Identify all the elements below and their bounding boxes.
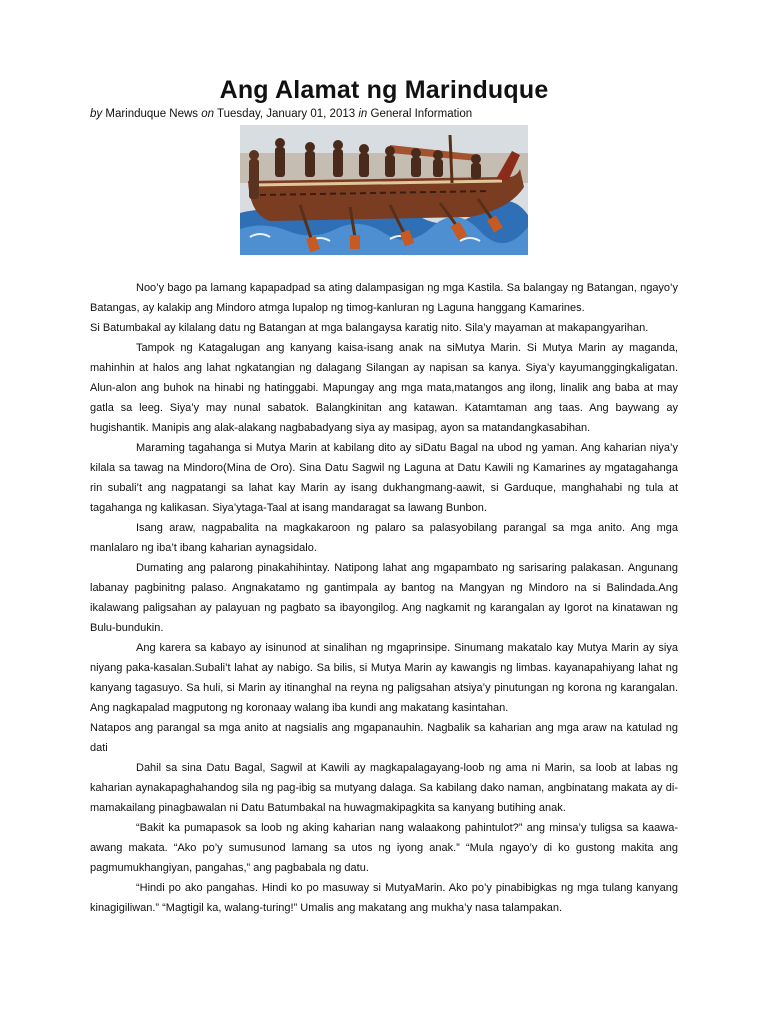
article-title: Ang Alamat ng Marinduque (219, 76, 549, 104)
paragraph: Si Batumbakal ay kilalang datu ng Batangan at mga balangaysa karatig nito. Sila’y mayaman at makapangyarihan. (90, 322, 649, 334)
paragraph: Tampok ng Katagalugan ang kanyang kaisa-isang anak na siMutya Marin. Si Mutya Marin ay maganda, mahinhin at halos ang lahat ngkatangian ng dalagang Silangan ay napisan sa kanya. Siya’y kayumanggingkaligatan. Alun-alon ang buhok na hinabi ng hatinggabi. Mapungay ang mga mata,matangos ang ilong, linalik ang baba at may gatla sa leeg. Siya’y may nunal sabatok. Balangkinitan ang katawan. Katamtaman ang taas. Ang baywang ay hugishantik. Manipis ang alak-alakang nagbabadyang siya ay masipag, ayon sa matandangkasabihan. (90, 342, 678, 434)
paragraph: Dahil sa sina Datu Bagal, Sagwil at Kawili ay magkapalagayang-loob ng ama ni Marin, sa loob at labas ng kaharian aynakapaghahandog sila ng pag-ibig sa mutyang dalaga. Sa kabilang dako naman, angbinatang makata ay di-mamakailang pinagbawalan ni Datu Batumbakal na huwagmakipagkita sa kanyang butihing anak. (90, 762, 678, 814)
paragraph: “Bakit ka pumapasok sa loob ng aking kaharian nang walaakong pahintulot?” ang minsa’y tuligsa sa kaawa-awang makata. “Ako po’y sumusunod lamang sa utos ng iyong anak.” “Mula ngayo’y di ko gustong makita ang pagmumukhangiyan, pangahas,” ang pagbabala ng datu. (90, 822, 678, 874)
byline-on: on (201, 108, 215, 120)
balangay-boat-illustration (240, 125, 528, 255)
byline-by: by (90, 108, 103, 120)
byline-author: Marinduque News (105, 108, 199, 120)
article-photo (240, 125, 528, 255)
paragraph: “Hindi po ako pangahas. Hindi ko po masuway si MutyaMarin. Ako po’y pinabibigkas ng mga tulang kanyang kinagigiliwan.” “Magtigil ka, walang-turing!” Umalis ang makatang ang mukha’y nasa talampakan. (90, 882, 678, 914)
boat-mast (450, 135, 452, 183)
paragraph: Noo’y bago pa lamang kapapadpad sa ating dalampasigan ng mga Kastila. Sa balangay ng Batangan, ngayo’y Batangas, ay kalakip ang Mindoro atmga lupalop ng timog-kanluran ng Laguna hanggang Kamarines. (90, 282, 678, 314)
paragraph: Natapos ang parangal sa mga anito at nagsialis ang mgapanauhin. Nagbalik sa kaharian ang mga araw na katulad ng dati (90, 722, 678, 754)
article-byline (90, 108, 472, 120)
paragraph: Isang araw, nagpabalita na magkakaroon ng palaro sa palasyobilang parangal sa mga anito. Ang mga manlalaro ng iba’t ibang kaharian aynagsidalo. (90, 522, 678, 554)
byline-category: General Information (370, 108, 473, 120)
article-body (90, 278, 678, 918)
paragraph: Ang karera sa kabayo ay isinunod at sinalihan ng mgaprinsipe. Sinumang makatalo kay Mutya Marin ay siya niyang paka-kasalan.Subali’t lahat ay nabigo. Sa bilis, si Mutya Marin ay kawangis ng limbas. kayanapahiyang lahat ng kanyang tagasuyo. Sa huli, si Marin ay itinanghal na reyna ng paligsahan atsiya’y pinutungan ng korona ng karangalan. Ang nagkapalad magputong ng koronaay walang iba kundi ang makatang kasintahan. (90, 642, 678, 714)
byline-date: Tuesday, January 01, 2013 (217, 108, 356, 120)
standing-figure (249, 150, 259, 199)
paragraph: Maraming tagahanga si Mutya Marin at kabilang dito ay siDatu Bagal na ubod ng yaman. Ang kaharian niya’y kilala sa tawag na Mindoro(Mina de Oro). Sina Datu Sagwil ng Laguna at Datu Kawili ng Kamarines ay mgatagahanga rin subali’t ang nagpatangi sa lahat kay Marin ay isang dukhangmang-aawit, si Garduque, manghahabi ng tula at tagahanga ng kalikasan. Siya’ytaga-Taal at isang mandaragat sa lawang Bunbon. (90, 442, 678, 514)
paragraph: Dumating ang palarong pinakahihintay. Natipong lahat ang mgapambato ng sarisaring palakasan. Angunang labanay pagbinitng palaso. Angnakatamo ng gantimpala ay bantog na Mangyan ng Mindoro na si Balindada.Ang ikalawang paligsahan ay palayuan ng pagbato sa ibayongilog. Ang nagkamit ng karangalan ay Igorot na kinatawan ng Bulu-bundukin. (90, 562, 678, 634)
byline-in: in (358, 108, 368, 120)
